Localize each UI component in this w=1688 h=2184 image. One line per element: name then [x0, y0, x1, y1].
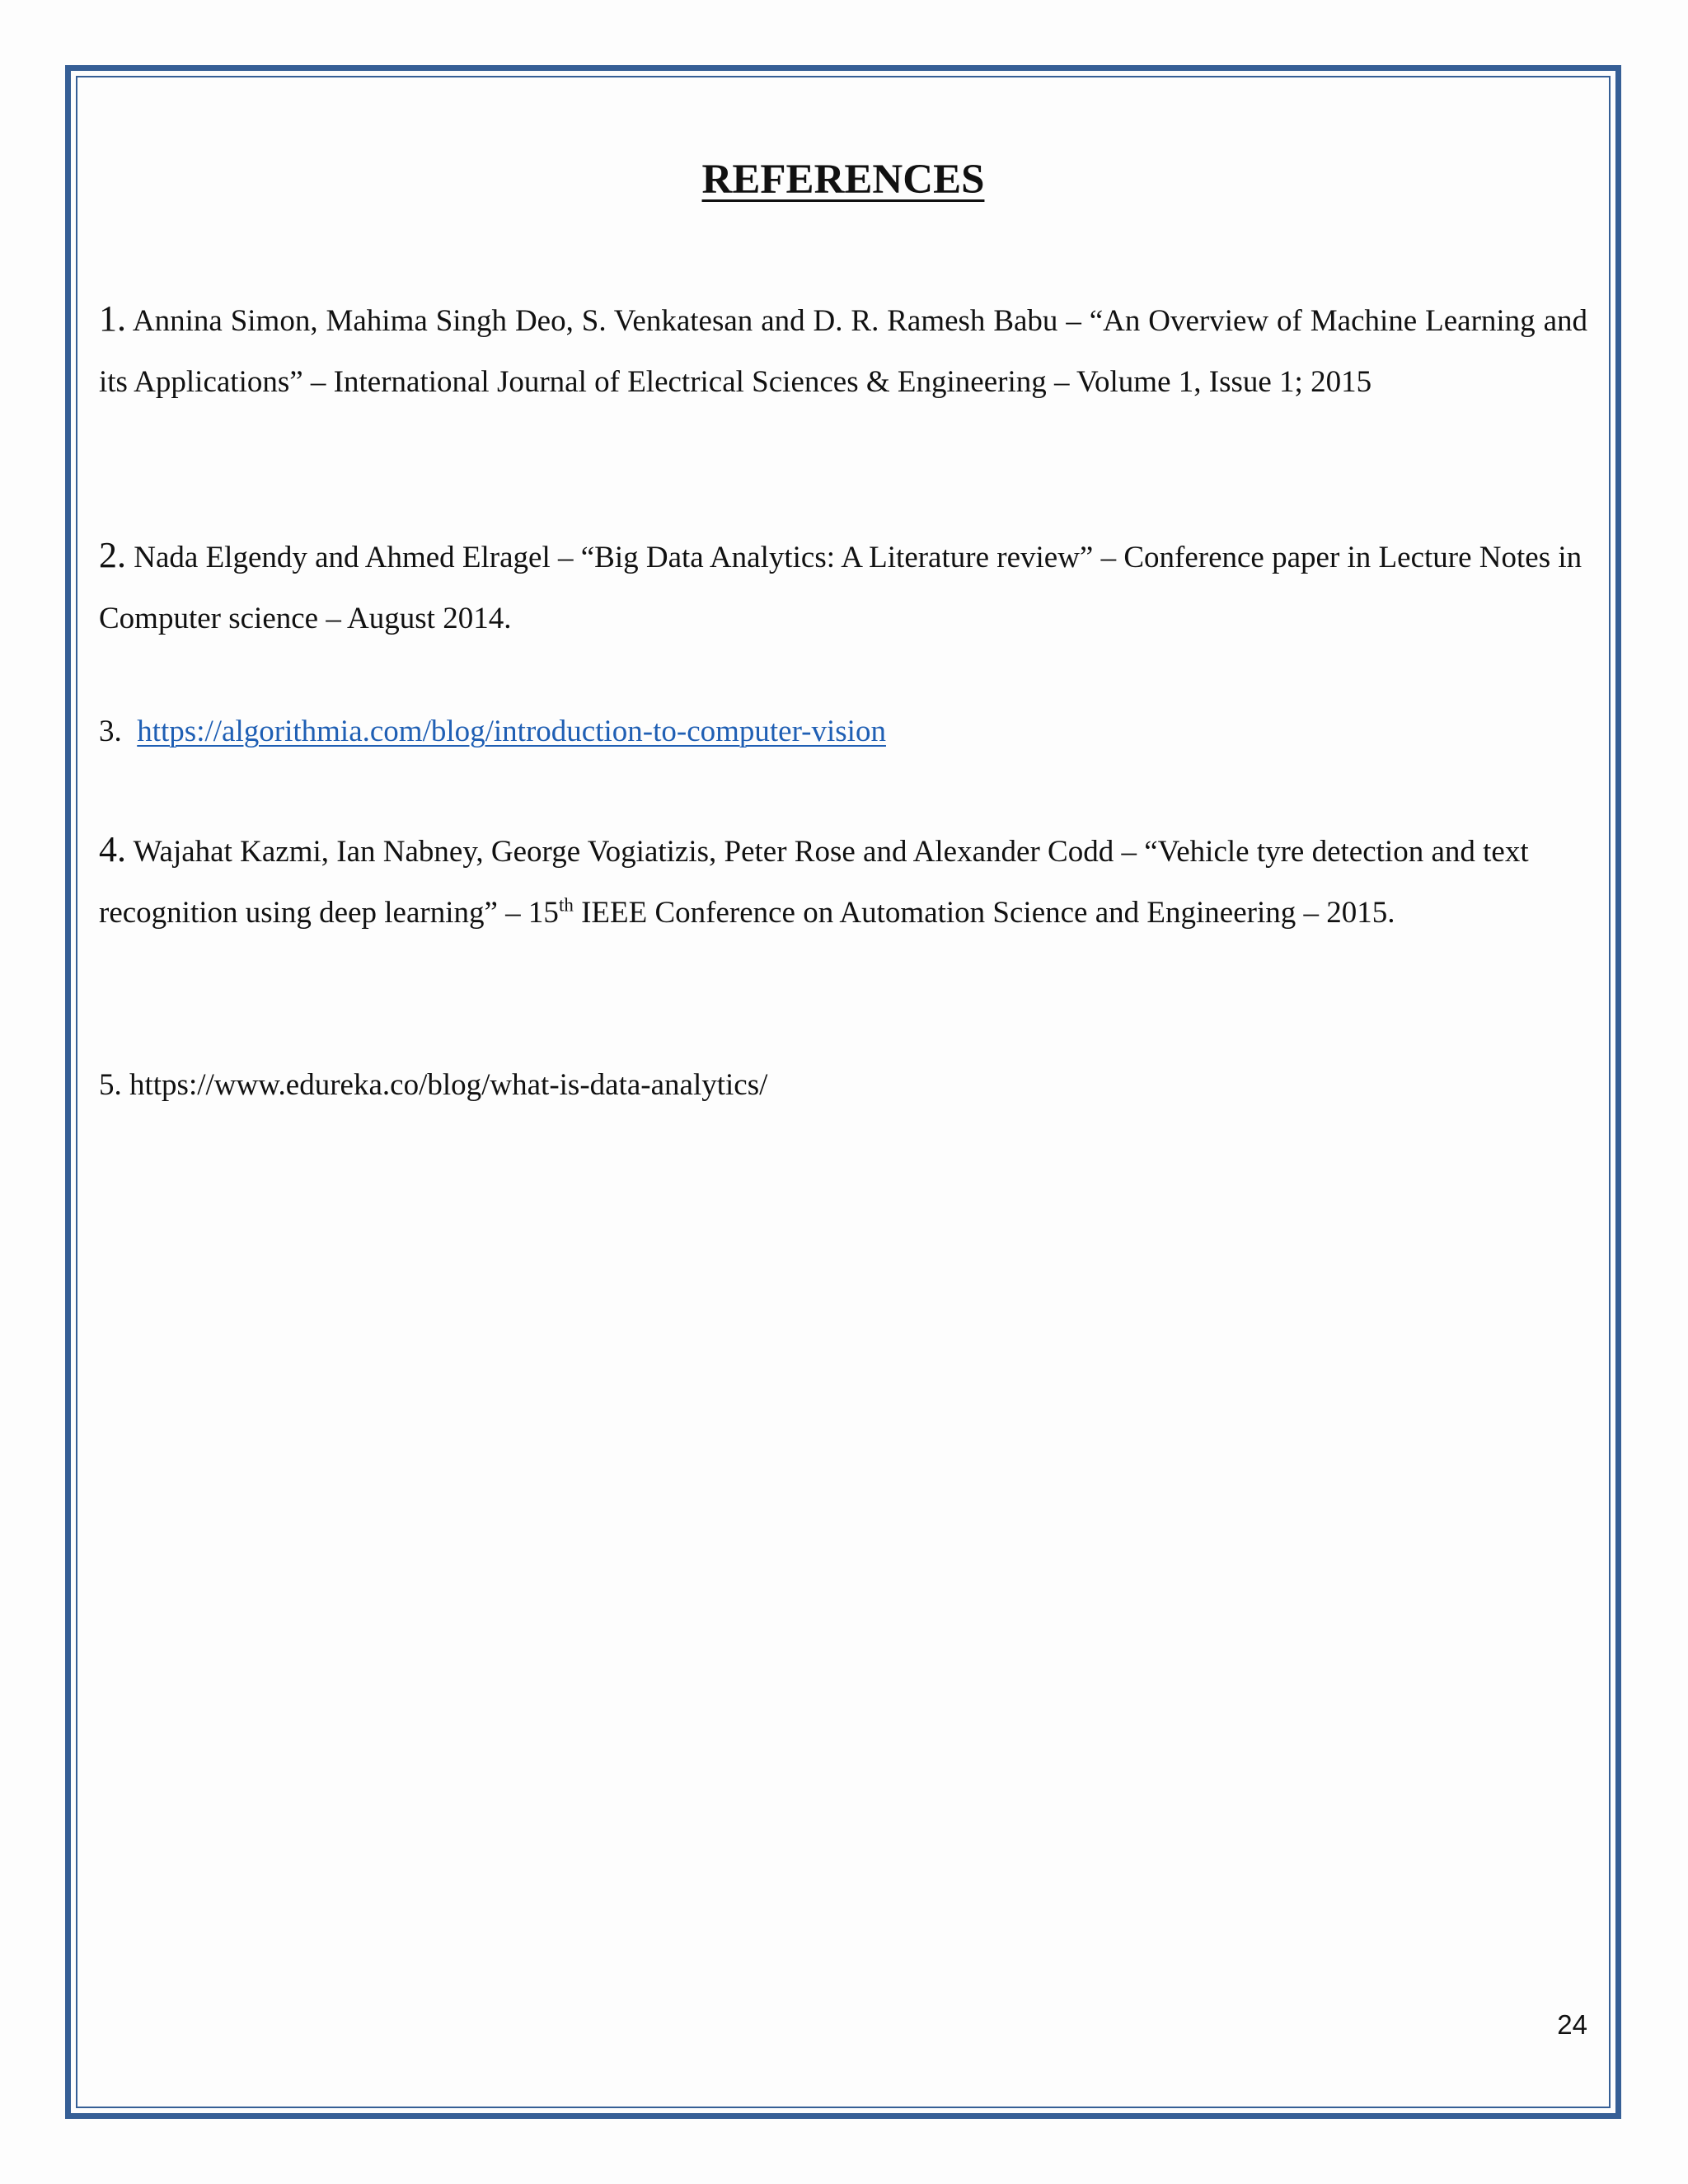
reference-number: 3. — [99, 715, 122, 748]
reference-text — [99, 835, 1529, 930]
ordinal-superscript: th — [558, 894, 574, 916]
reference-number: 5. — [99, 1068, 122, 1102]
reference-text: Nada Elgendy and Ahmed Elragel – “Big Data Analytics: A Literature review” – Conference paper in Lecture Notes in Computer science – August 2014. — [99, 541, 1582, 635]
reference-number: 1. — [99, 298, 126, 339]
reference-number: 4. — [99, 829, 126, 869]
reference-item-5 — [99, 1055, 1587, 1116]
reference-text-part: IEEE Conference on Automation Science and Engineering – 2015. — [573, 896, 1395, 930]
reference-item-1 — [99, 288, 1587, 413]
reference-text-part: Wajahat Kazmi, Ian Nabney, George Vogiatizis, Peter Rose and Alexander Codd – “Vehicle tyre detection and text recognition using deep learning” – 15 — [99, 835, 1529, 930]
references-content — [99, 140, 1587, 1102]
reference-text: Annina Simon, Mahima Singh Deo, S. Venkatesan and D. R. Ramesh Babu – “An Overview of Machine Learning and its Applications” – International Journal of Electrical Sciences & Engineering – Volume 1, Issue 1; 2015 — [99, 304, 1587, 399]
reference-item-2 — [99, 525, 1587, 649]
reference-text: https://www.edureka.co/blog/what-is-data-analytics/ — [129, 1068, 768, 1102]
reference-link[interactable]: https://algorithmia.com/blog/introduction-to-computer-vision — [137, 715, 886, 748]
page-number: 24 — [1557, 2009, 1587, 2040]
reference-item-3 — [99, 701, 1587, 762]
reference-number: 2. — [99, 535, 126, 575]
reference-item-4 — [99, 819, 1587, 944]
page-title: REFERENCES — [701, 157, 985, 203]
